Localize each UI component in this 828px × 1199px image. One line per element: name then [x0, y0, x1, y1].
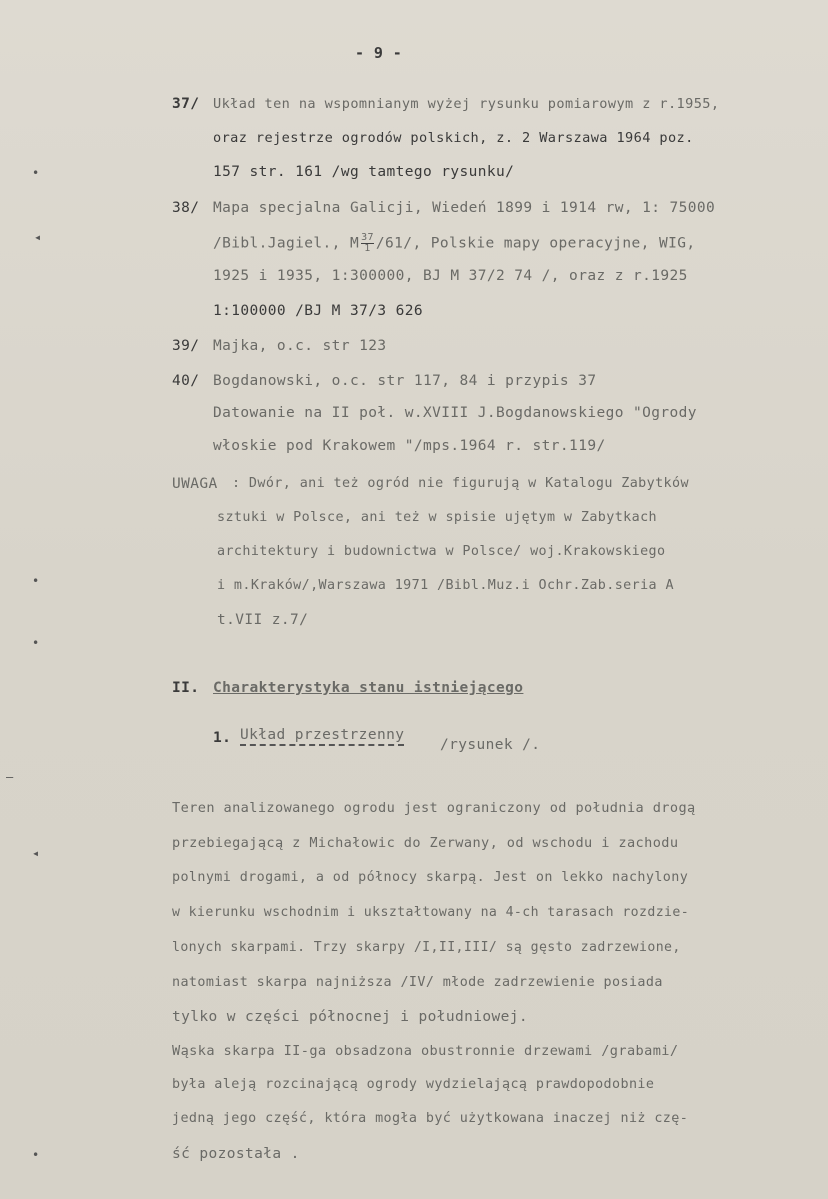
margin-mark: ◂ — [34, 230, 42, 244]
body-line-7: tylko w części północnej i południowej. — [172, 1009, 529, 1025]
body-line-10: jedną jego część, która mogła być użytkowana inaczej niż czę- — [172, 1111, 689, 1126]
margin-mark: — — [6, 770, 14, 784]
margin-mark: • — [32, 636, 40, 650]
body-line-9: była aleją rozcinającą ogrody wydzielającą prawdopodobnie — [172, 1077, 655, 1092]
body-line-6: natomiast skarpa najniższa /IV/ młode zadrzewienie posiada — [172, 975, 663, 990]
subsection-suffix: /rysunek /. — [440, 737, 541, 753]
note-38-line-4: 1:100000 /BJ M 37/3 626 — [213, 303, 423, 319]
body-line-11: ść pozostała . — [172, 1146, 300, 1162]
body-line-3: polnymi drogami, a od północy skarpą. Jest on lekko nachylony — [172, 870, 689, 885]
note-37-line-1: Układ ten na wspomnianym wyżej rysunku pomiarowym z r.1955, — [213, 96, 720, 112]
uwaga-label: UWAGA — [172, 476, 218, 492]
page-number: - 9 - — [355, 44, 403, 62]
section-title: Charakterystyka stanu istniejącego — [213, 680, 524, 696]
fraction-numerator: 37 — [361, 232, 374, 243]
note-38-line-2 — [213, 233, 695, 254]
section-number: II. — [172, 680, 200, 696]
note-40-line-2: Datowanie na II poł. w.XVIII J.Bogdanowskiego "Ogrody — [213, 405, 697, 421]
note-40-number: 40/ — [172, 373, 200, 389]
note-38-number: 38/ — [172, 200, 200, 216]
subsection-number: 1. — [213, 730, 232, 746]
note-40-line-3: włoskie pod Krakowem "/mps.1964 r. str.119/ — [213, 438, 606, 454]
body-line-2: przebiegającą z Michałowic do Zerwany, od wschodu i zachodu — [172, 835, 679, 851]
body-line-5: lonych skarpami. Trzy skarpy /I,II,III/ są gęsto zadrzewione, — [172, 940, 681, 955]
note-37-number: 37/ — [172, 96, 200, 112]
uwaga-line-5: t.VII z.7/ — [217, 612, 309, 628]
margin-mark: • — [32, 1148, 40, 1162]
margin-mark: • — [32, 574, 40, 588]
body-line-4: w kierunku wschodnim i ukształtowany na 4-ch tarasach rozdzie- — [172, 905, 690, 920]
margin-mark: • — [32, 166, 40, 180]
subsection-title: Układ przestrzenny — [240, 727, 404, 746]
note-37-line-3: 157 str. 161 /wg tamtego rysunku/ — [213, 164, 515, 180]
note-39-number: 39/ — [172, 338, 200, 354]
note-38-line-2a: /Bibl.Jagiel., M — [213, 235, 360, 252]
note-38-line-3: 1925 i 1935, 1:300000, BJ M 37/2 74 /, oraz z r.1925 — [213, 268, 688, 284]
body-line-8: Wąska skarpa II-ga obsadzona obustronnie drzewami /grabami/ — [172, 1043, 679, 1059]
uwaga-line-4: i m.Kraków/,Warszawa 1971 /Bibl.Muz.i Ochr.Zab.seria A — [217, 578, 674, 593]
body-line-1: Teren analizowanego ogrodu jest ograniczony od południa drogą — [172, 800, 696, 816]
uwaga-line-1: : Dwór, ani też ogród nie figurują w Katalogu Zabytków — [232, 476, 689, 491]
uwaga-line-3: architektury i budownictwa w Polsce/ woj.Krakowskiego — [217, 544, 666, 559]
uwaga-line-2: sztuki w Polsce, ani też w spisie ujętym w Zabytkach — [217, 510, 658, 525]
note-39-line-1: Majka, o.c. str 123 — [213, 338, 387, 354]
fraction-denominator: 1 — [364, 243, 371, 254]
note-40-line-1: Bogdanowski, o.c. str 117, 84 i przypis 37 — [213, 373, 597, 389]
margin-mark: ◂ — [32, 846, 40, 860]
note-37-line-2: oraz rejestrze ogrodów polskich, z. 2 Warszawa 1964 poz. — [213, 130, 694, 146]
note-38-line-2b: /61/, Polskie mapy operacyjne, WIG, — [375, 235, 696, 252]
shelfmark-fraction — [361, 233, 374, 254]
note-38-line-1: Mapa specjalna Galicji, Wiedeń 1899 i 1914 rw, 1: 75000 — [213, 200, 716, 216]
